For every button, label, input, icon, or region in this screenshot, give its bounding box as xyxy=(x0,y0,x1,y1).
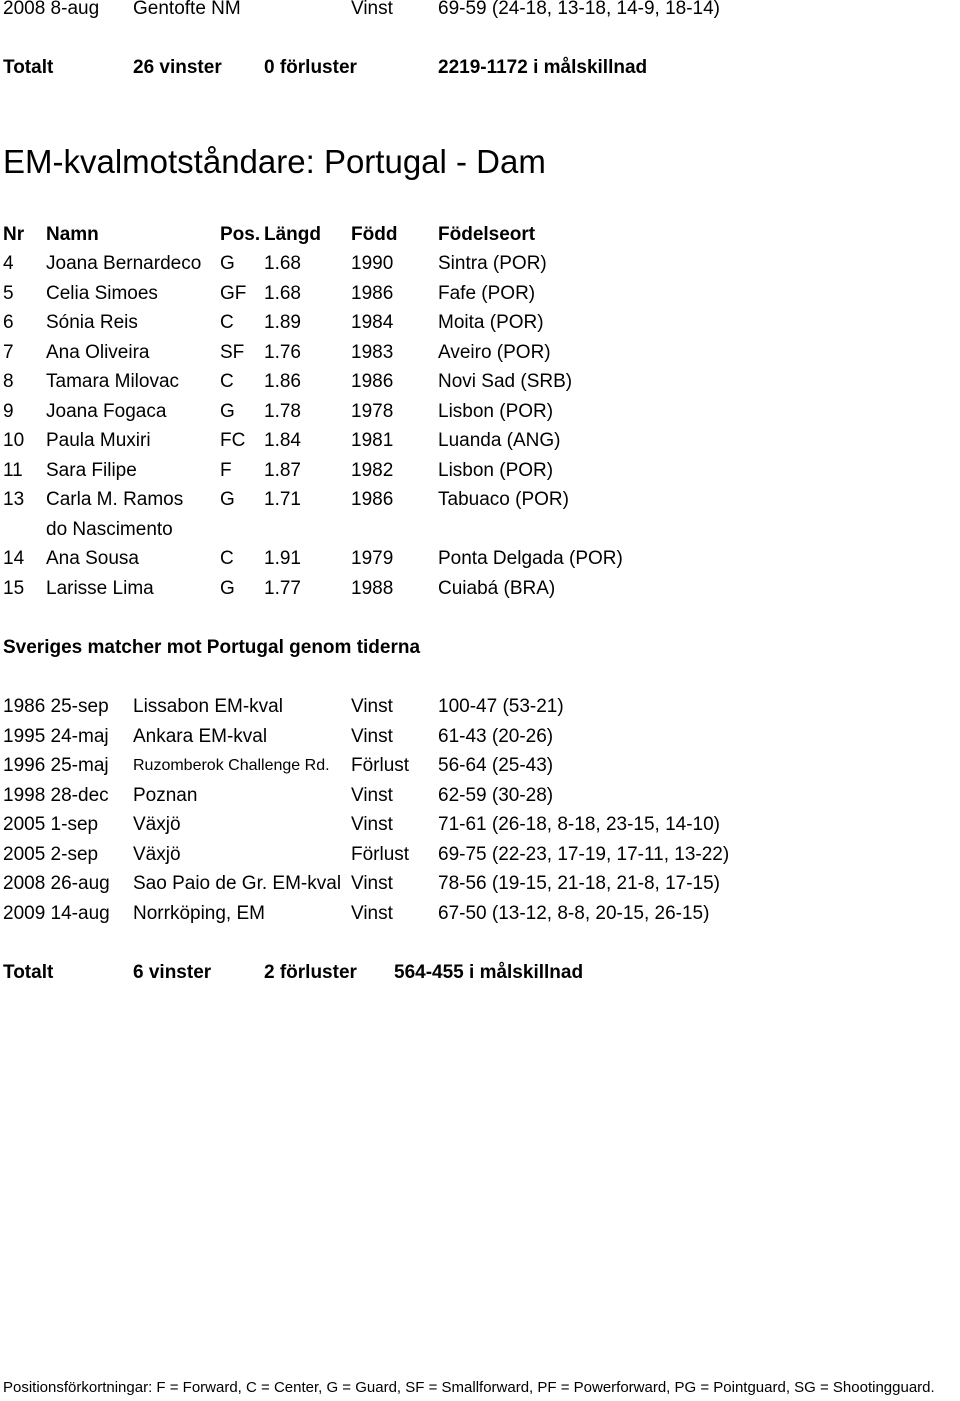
player-pos: G xyxy=(220,578,235,599)
history-place: Växjö xyxy=(133,814,181,835)
history-date: 2005 2-sep xyxy=(3,844,99,865)
history-result: Vinst xyxy=(351,696,393,717)
player-birthplace: Aveiro (POR) xyxy=(438,342,551,363)
player-name: Joana Fogaca xyxy=(46,401,167,422)
player-name: Ana Oliveira xyxy=(46,342,150,363)
player-birthplace: Ponta Delgada (POR) xyxy=(438,548,623,569)
history-date: 1986 25-sep xyxy=(3,696,109,717)
player-name: Celia Simoes xyxy=(46,283,158,304)
player-pos: GF xyxy=(220,283,247,304)
total-label: Totalt xyxy=(3,962,54,983)
col-born: Född xyxy=(351,224,398,245)
player-born: 1982 xyxy=(351,460,394,481)
history-score: 56-64 (25-43) xyxy=(438,755,554,776)
player-name: Ana Sousa xyxy=(46,548,139,569)
history-result: Vinst xyxy=(351,814,393,835)
player-born: 1986 xyxy=(351,283,394,304)
history-place: Sao Paio de Gr. EM-kval xyxy=(133,873,342,894)
history-date: 1995 24-maj xyxy=(3,726,109,747)
history-score: 62-59 (30-28) xyxy=(438,785,554,806)
player-name: Sara Filipe xyxy=(46,460,137,481)
player-born: 1988 xyxy=(351,578,394,599)
history-score: 78-56 (19-15, 21-18, 21-8, 17-15) xyxy=(438,873,721,894)
player-height: 1.86 xyxy=(264,371,301,392)
player-birthplace: Lisbon (POR) xyxy=(438,401,554,422)
position-legend: Positionsförkortningar: F = Forward, C = Center, G = Guard, SF = Smallforward, PF = Powerforward, PG = Pointguard, SG = Shootingguard. xyxy=(3,1379,935,1396)
player-height: 1.87 xyxy=(264,460,301,481)
history-result: Vinst xyxy=(351,726,393,747)
player-name: Larisse Lima xyxy=(46,578,154,599)
player-height: 1.68 xyxy=(264,283,301,304)
player-pos: SF xyxy=(220,342,245,363)
history-score: 61-43 (20-26) xyxy=(438,726,554,747)
player-nr: 15 xyxy=(3,578,25,599)
player-birthplace: Lisbon (POR) xyxy=(438,460,554,481)
match-opponent: Gentofte NM xyxy=(133,0,241,19)
player-height: 1.84 xyxy=(264,430,301,451)
player-nr: 5 xyxy=(3,283,14,304)
history-result: Förlust xyxy=(351,755,410,776)
player-name: Tamara Milovac xyxy=(46,371,180,392)
history-result: Förlust xyxy=(351,844,410,865)
history-date: 2005 1-sep xyxy=(3,814,99,835)
player-nr: 10 xyxy=(3,430,25,451)
history-score: 71-61 (26-18, 8-18, 23-15, 14-10) xyxy=(438,814,721,835)
match-date: 2008 8-aug xyxy=(3,0,100,19)
history-place: Poznan xyxy=(133,785,198,806)
player-pos: G xyxy=(220,401,235,422)
player-nr: 8 xyxy=(3,371,14,392)
player-birthplace: Cuiabá (BRA) xyxy=(438,578,556,599)
history-date: 1998 28-dec xyxy=(3,785,109,806)
player-nr: 13 xyxy=(3,489,25,510)
history-score: 69-75 (22-23, 17-19, 17-11, 13-22) xyxy=(438,844,730,865)
player-born: 1984 xyxy=(351,312,394,333)
player-born: 1978 xyxy=(351,401,394,422)
player-pos: FC xyxy=(220,430,246,451)
player-height: 1.91 xyxy=(264,548,301,569)
player-name: Carla M. Ramos xyxy=(46,489,184,510)
col-pos: Pos. xyxy=(220,224,261,245)
player-name: Sónia Reis xyxy=(46,312,138,333)
player-nr: 7 xyxy=(3,342,14,363)
player-born: 1983 xyxy=(351,342,394,363)
player-birthplace: Fafe (POR) xyxy=(438,283,536,304)
player-height: 1.71 xyxy=(264,489,301,510)
player-name-line2: do Nascimento xyxy=(46,519,173,540)
page-heading: EM-kvalmotståndare: Portugal - Dam xyxy=(3,143,546,180)
history-place: Växjö xyxy=(133,844,181,865)
player-name: Paula Muxiri xyxy=(46,430,151,451)
player-born: 1986 xyxy=(351,489,394,510)
total-losses: 2 förluster xyxy=(264,962,357,983)
player-born: 1990 xyxy=(351,253,394,274)
player-height: 1.76 xyxy=(264,342,301,363)
col-birthplace: Födelseort xyxy=(438,224,536,245)
player-height: 1.77 xyxy=(264,578,301,599)
player-birthplace: Luanda (ANG) xyxy=(438,430,561,451)
player-pos: G xyxy=(220,489,235,510)
player-nr: 11 xyxy=(3,460,23,481)
total-label: Totalt xyxy=(3,57,54,78)
player-born: 1986 xyxy=(351,371,394,392)
player-pos: C xyxy=(220,371,234,392)
player-born: 1979 xyxy=(351,548,394,569)
player-pos: F xyxy=(220,460,232,481)
player-pos: C xyxy=(220,548,234,569)
player-name: Joana Bernardeco xyxy=(46,253,202,274)
history-place: Lissabon EM-kval xyxy=(133,696,283,717)
col-nr: Nr xyxy=(3,224,25,245)
player-height: 1.68 xyxy=(264,253,301,274)
player-born: 1981 xyxy=(351,430,394,451)
player-birthplace: Novi Sad (SRB) xyxy=(438,371,573,392)
match-result: Vinst xyxy=(351,0,393,19)
history-score: 67-50 (13-12, 8-8, 20-15, 26-15) xyxy=(438,903,710,924)
total-diff: 564-455 i målskillnad xyxy=(394,962,584,983)
total-wins: 6 vinster xyxy=(133,962,212,983)
player-height: 1.89 xyxy=(264,312,301,333)
total-diff: 2219-1172 i målskillnad xyxy=(438,57,648,78)
player-nr: 6 xyxy=(3,312,14,333)
player-pos: C xyxy=(220,312,234,333)
player-nr: 9 xyxy=(3,401,14,422)
total-wins: 26 vinster xyxy=(133,57,222,78)
history-score: 100-47 (53-21) xyxy=(438,696,564,717)
history-date: 2009 14-aug xyxy=(3,903,110,924)
player-birthplace: Moita (POR) xyxy=(438,312,544,333)
history-result: Vinst xyxy=(351,903,393,924)
player-pos: G xyxy=(220,253,235,274)
history-date: 1996 25-maj xyxy=(3,755,109,776)
history-heading: Sveriges matcher mot Portugal genom tiderna xyxy=(3,637,421,658)
history-place: Norrköping, EM xyxy=(133,903,265,924)
player-birthplace: Sintra (POR) xyxy=(438,253,547,274)
history-result: Vinst xyxy=(351,785,393,806)
player-nr: 14 xyxy=(3,548,25,569)
player-height: 1.78 xyxy=(264,401,301,422)
history-result: Vinst xyxy=(351,873,393,894)
total-losses: 0 förluster xyxy=(264,57,357,78)
col-height: Längd xyxy=(264,224,321,245)
player-nr: 4 xyxy=(3,253,14,274)
history-place: Ruzomberok Challenge Rd. xyxy=(133,757,330,774)
player-birthplace: Tabuaco (POR) xyxy=(438,489,569,510)
col-name: Namn xyxy=(46,224,99,245)
history-date: 2008 26-aug xyxy=(3,873,110,894)
history-place: Ankara EM-kval xyxy=(133,726,268,747)
match-score: 69-59 (24-18, 13-18, 14-9, 18-14) xyxy=(438,0,721,19)
